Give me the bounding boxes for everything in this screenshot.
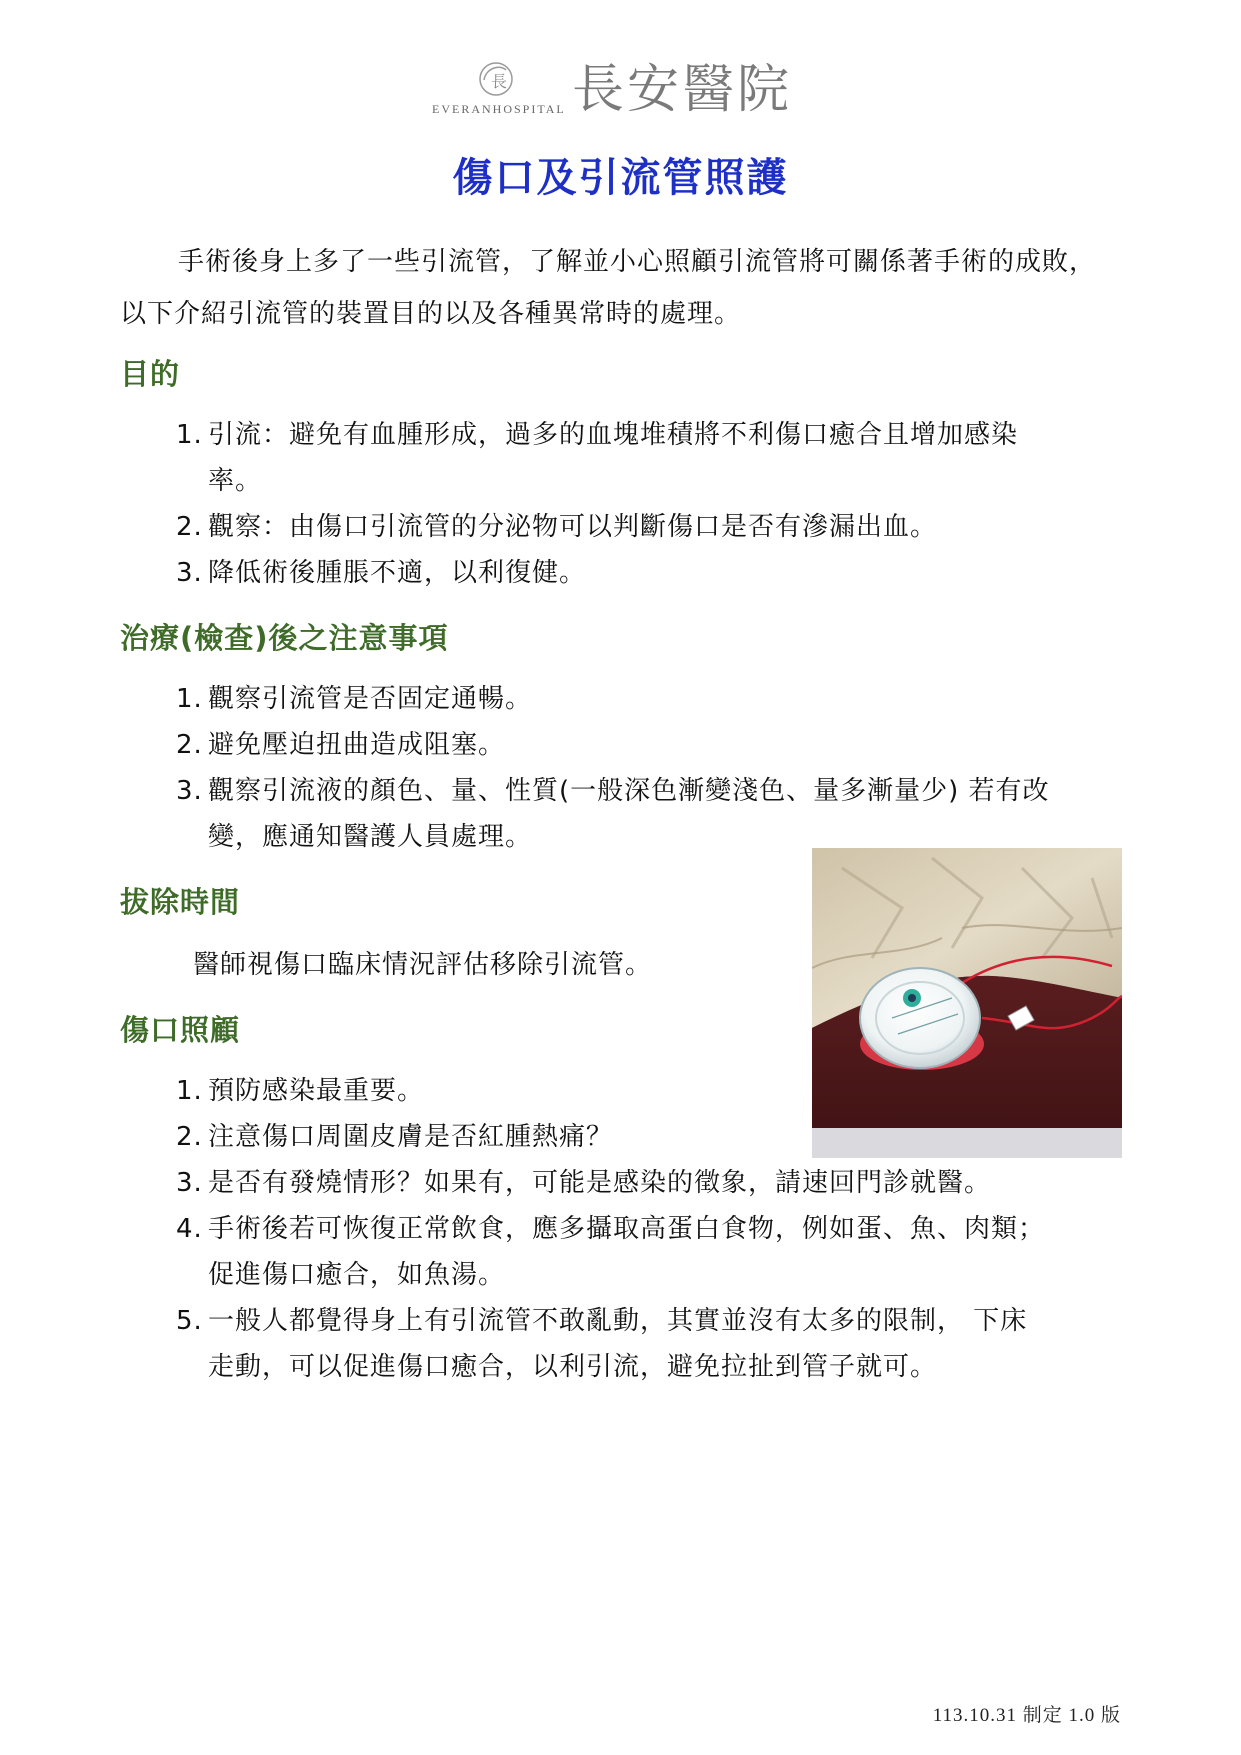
svg-text:長: 長	[491, 72, 508, 91]
precautions-list	[176, 676, 1050, 860]
list-item-text: 觀察引流液的顏色、量、性質(一般深色漸變淺色、量多漸量少) 若有改	[208, 776, 1050, 806]
list-item	[176, 1298, 1045, 1390]
list-item	[176, 504, 1018, 550]
list-item-number: 3.	[176, 776, 203, 806]
list-item	[176, 768, 1050, 860]
section-heading-removal: 拔除時間	[120, 885, 241, 919]
list-item-number: 2.	[176, 512, 203, 542]
list-item-number: 1.	[176, 420, 203, 450]
hospital-logo	[428, 58, 828, 122]
list-item	[176, 1160, 1045, 1206]
list-item-text: 是否有發燒情形？如果有，可能是感染的徵象，請速回門診就醫。	[208, 1168, 992, 1198]
section-heading-wound-care: 傷口照顧	[120, 1013, 241, 1047]
intro-paragraph	[120, 236, 1120, 340]
list-item-text: 降低術後腫脹不適，以利復健。	[208, 558, 587, 588]
list-item-text-cont: 率。	[208, 466, 263, 496]
list-item-text: 觀察：由傷口引流管的分泌物可以判斷傷口是否有滲漏出血。	[208, 512, 938, 542]
list-item	[176, 676, 1050, 722]
section-heading-purpose: 目的	[120, 357, 181, 391]
list-item-number: 1.	[176, 1076, 203, 1106]
hospital-emblem-icon	[476, 60, 516, 98]
logo-chinese-name: 長安醫院	[572, 60, 793, 120]
wound-care-list	[176, 1068, 1045, 1390]
purpose-list	[176, 412, 1018, 596]
list-item-number: 2.	[176, 1122, 203, 1152]
list-item-text: 預防感染最重要。	[208, 1076, 425, 1106]
list-item-number: 3.	[176, 558, 203, 588]
list-item	[176, 1206, 1045, 1298]
list-item	[176, 722, 1050, 768]
list-item-text-cont: 變，應通知醫護人員處理。	[208, 822, 533, 852]
list-item-text: 注意傷口周圍皮膚是否紅腫熱痛？	[208, 1122, 614, 1152]
list-item-number: 1.	[176, 684, 203, 714]
list-item-number: 3.	[176, 1168, 203, 1198]
list-item-text: 一般人都覺得身上有引流管不敢亂動，其實並沒有太多的限制， 下床	[208, 1306, 1028, 1336]
list-item	[176, 1068, 1045, 1114]
intro-text: 手術後身上多了一些引流管，了解並小心照顧引流管將可關係著手術的成敗，以下介紹引流管的裝置目的以及各種異常時的處理。	[120, 247, 1097, 329]
version-footer: 113.10.31 制定 1.0 版	[932, 1705, 1121, 1726]
removal-text: 醫師視傷口臨床情況評估移除引流管。	[193, 950, 653, 980]
page-title: 傷口及引流管照護	[452, 155, 789, 201]
list-item	[176, 1114, 1045, 1160]
list-item-text: 引流：避免有血腫形成，過多的血塊堆積將不利傷口癒合且增加感染	[208, 420, 1019, 450]
section-heading-precautions: 治療(檢查)後之注意事項	[120, 621, 449, 655]
list-item	[176, 550, 1018, 596]
list-item-number: 5.	[176, 1306, 203, 1336]
list-item-text: 手術後若可恢復正常飲食，應多攝取高蛋白食物，例如蛋、魚、肉類；	[208, 1214, 1046, 1244]
list-item-text-cont: 促進傷口癒合，如魚湯。	[208, 1260, 506, 1290]
logo-english-name: EVERANHOSPITAL	[432, 102, 566, 116]
list-item-text: 避免壓迫扭曲造成阻塞。	[208, 730, 506, 760]
list-item-number: 4.	[176, 1214, 203, 1244]
list-item-text: 觀察引流管是否固定通暢。	[208, 684, 533, 714]
list-item-number: 2.	[176, 730, 203, 760]
list-item-text-cont: 走動，可以促進傷口癒合，以利引流，避免拉扯到管子就可。	[208, 1352, 938, 1382]
list-item	[176, 412, 1018, 504]
